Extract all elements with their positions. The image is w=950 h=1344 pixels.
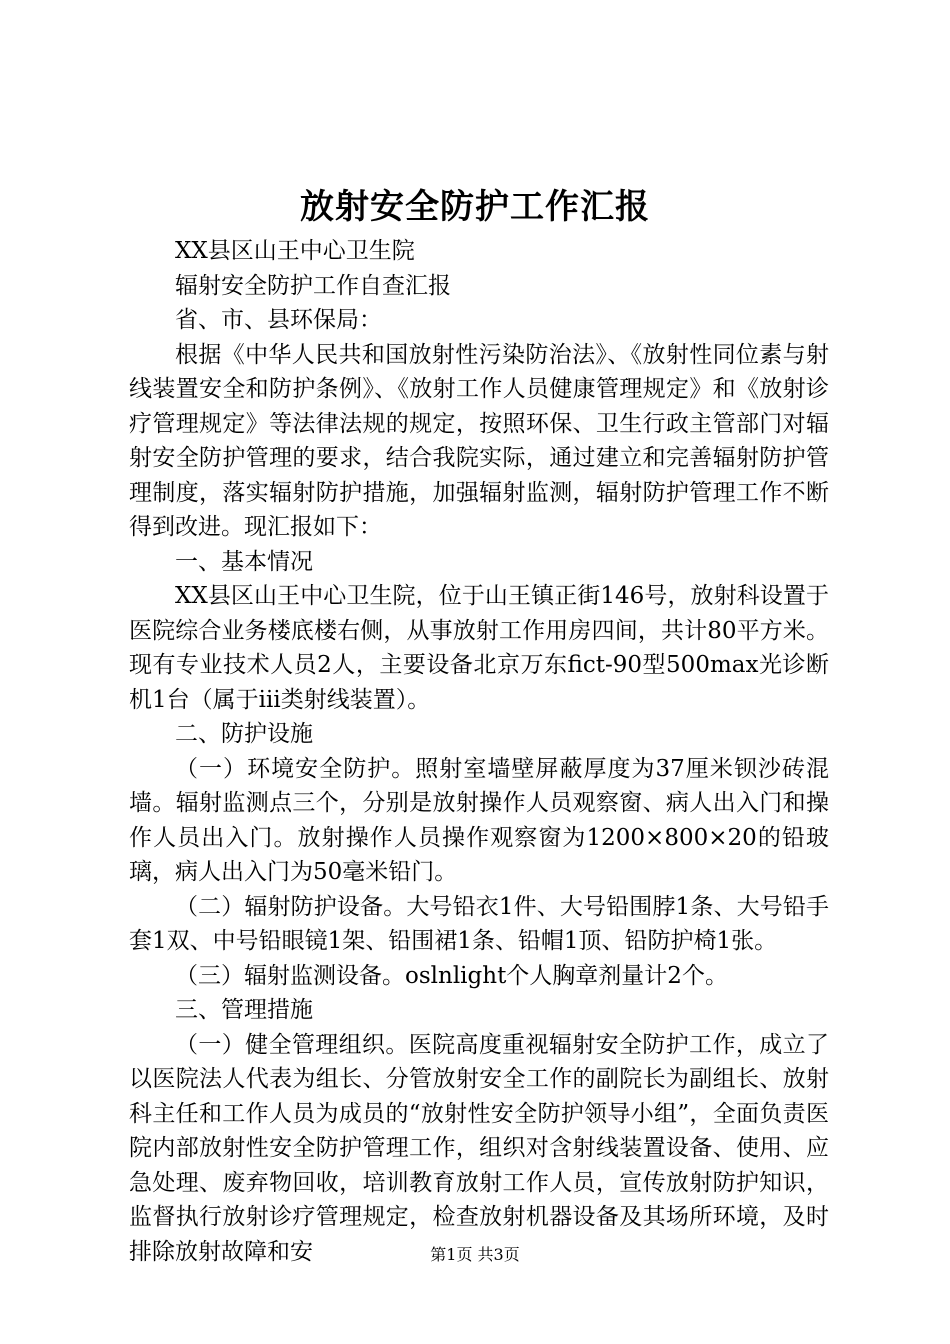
paragraph-addressee: 省、市、县环保局：: [175, 307, 382, 333]
paragraph-organization: XX县区山王中心卫生院: [175, 238, 415, 264]
paragraph-monitoring-equipment: （三）辐射监测设备。oslnlight个人胸章剂量计2个。: [175, 962, 728, 989]
section-heading-management: 三、管理措施: [175, 997, 313, 1023]
document-title: 放射安全防护工作汇报: [300, 187, 650, 227]
page-number: 第1页 共3页: [430, 1245, 520, 1264]
paragraph-management-organization: （一）健全管理组织。医院高度重视辐射安全防护工作，成立了以医院法人代表为组长、分管放射安全工作的副院长为副组长、放射科主任和工作人员为成员的“放射性安全防护领导小组”，全面负责医院内部放射性安全防护管理工作，组织对含射线装置设备、使用、应急处理、废弃物回收，培训教育放射工作人员，宣传放射防护知识，监督执行放射诊疗管理规定，检查放射机器设备及其场所环境，及时排除放射故障和安: [129, 1031, 829, 1265]
section-heading-basic: 一、基本情况: [175, 548, 313, 575]
paragraph-intro: 根据《中华人民共和国放射性污染防治法》、《放射性同位素与射线装置安全和防护条例》、《放射工作人员健康管理规定》和《放射诊疗管理规定》等法律法规的规定，按照环保、卫生行政主管部门对辐射安全防护管理的要求，结合我院实际，通过建立和完善辐射防护管理制度，落实辐射防护措施，加强辐射监测，辐射防护管理工作不断得到改进。现汇报如下：: [129, 341, 829, 540]
section-heading-facilities: 二、防护设施: [175, 721, 313, 747]
paragraph-report-name: 辐射安全防护工作自查汇报: [175, 272, 451, 299]
paragraph-basic-info: XX县区山王中心卫生院，位于山王镇正街146号，放射科设置于医院综合业务楼底楼右侧，从事放射工作用房四间，共计80平方米。现有专业技术人员2人，主要设备北京万东fict-90型500max光诊断机1台（属于ⅲ类射线装置）。: [129, 583, 829, 713]
paragraph-environment-protection: （一）环境安全防护。照射室墙壁屏蔽厚度为37厘米钡沙砖混墙。辐射监测点三个，分别是放射操作人员观察窗、病人出入门和操作人员出入门。放射操作人员操作观察窗为1200×800×20的铅玻璃，病人出入门为50毫米铅门。: [129, 755, 829, 885]
document-body: [129, 234, 829, 1269]
paragraph-protection-equipment: （二）辐射防护设备。大号铅衣1件、大号铅围脖1条、大号铅手套1双、中号铅眼镜1架、铅围裙1条、铅帽1顶、铅防护椅1张。: [129, 893, 829, 954]
